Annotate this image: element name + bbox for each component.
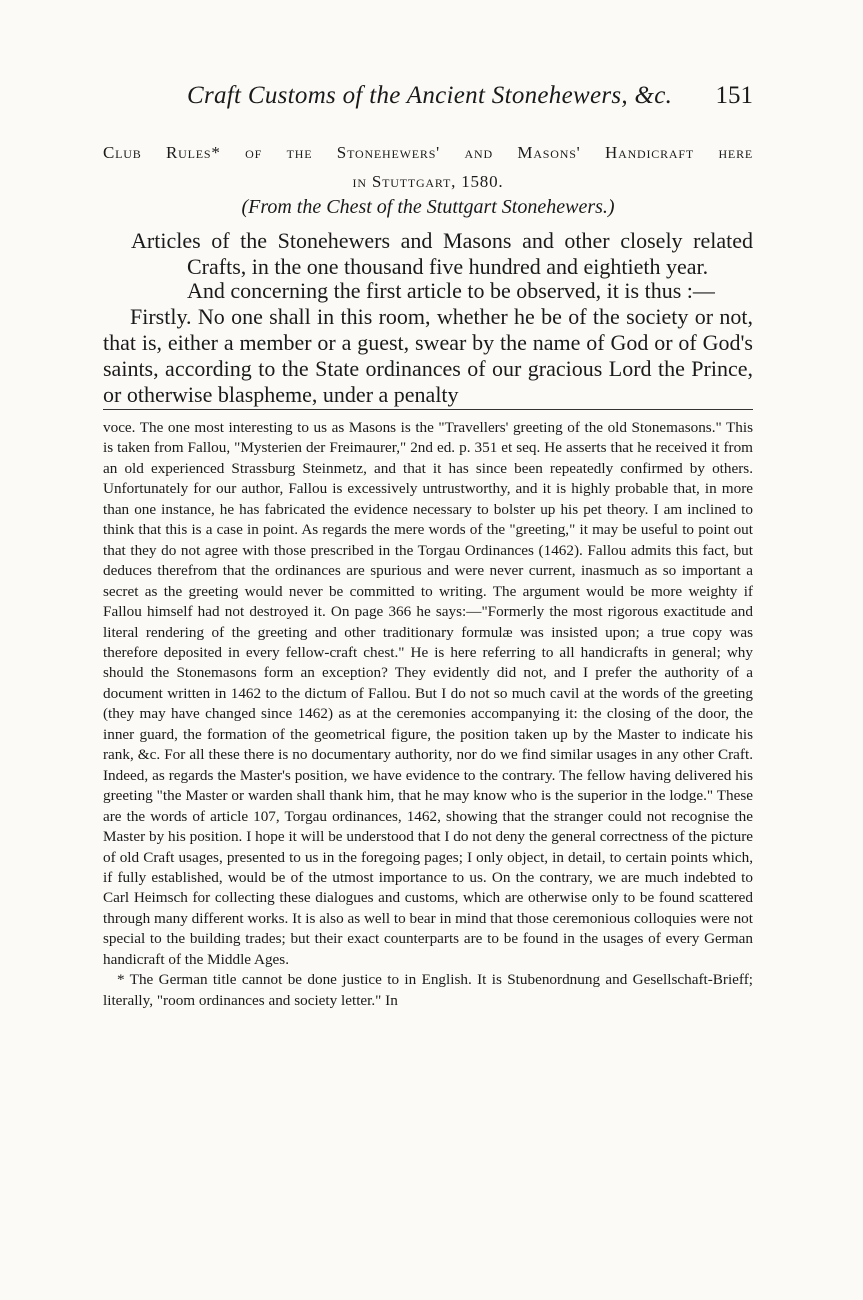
source-note: (From the Chest of the Stuttgart Stonehewers.): [241, 196, 615, 218]
page-number: 151: [715, 82, 753, 109]
articles-intro: [103, 228, 753, 280]
running-head: [103, 82, 753, 116]
footnotes: [103, 418, 753, 1011]
firstly-text: Firstly. No one shall in this room, whether he be of the society or not, that is, either a member or a guest, swear by the name of God or of God's saints, according to the State ordinances of our gracious Lord the Prince, or otherwise blaspheme, under a penalty: [103, 304, 753, 407]
concerning-paragraph: And concerning the first article to be observed, it is thus :—: [187, 278, 715, 303]
articles-intro-text: Articles of the Stonehewers and Masons and other closely related Crafts, in the one thousand five hundred and eightieth year.: [131, 228, 753, 279]
running-title: Craft Customs of the Ancient Stonehewers, &c.: [187, 82, 673, 109]
footnote-divider: [103, 409, 753, 410]
firstly-paragraph: [103, 304, 753, 408]
footnote-continuation: voce. The one most interesting to us as Masons is the "Travellers' greeting of the old Stonemasons." This is taken from Fallou, "Mysterien der Freimaurer," 2nd ed. p. 351 et seq. He asserts that he received it from an old experienced Strassburg Steinmetz, and that it has since been repeatedly confirmed by others. Unfortunately for our author, Fallou is excessively untrustworthy, and it is highly probable that, in more than one instance, he has fabricated the evidence necessary to bolster up his pet theory. I am inclined to think that this is a case in point. As regards the mere words of the "greeting," it may be useful to point out that they do not agree with those prescribed in the Torgau Ordinances (1462). Fallou admits this fact, but deduces therefrom that the ordinances are spurious and were never current, inasmuch as so important a secret as the greeting would never be committed to writing. The argument would be more weighty if Fallou himself had not destroyed it. On page 366 he says:—"Formerly the most rigorous exactitude and literal rendering of the greeting and other traditionary formulæ was insisted upon; a true copy was therefore deposited in every fellow-craft chest." He is here referring to all handicrafts in general; why should the Stonemasons form an exception? They evidently did not, and I prefer the authority of a document written in 1462 to the dictum of Fallou. But I do not so much cavil at the words of the greeting (they may have changed since 1462) as at the ceremonies accompanying it: the closing of the door, the inner guard, the formation of the geometrical figure, the position taken up by the Master to indicate his rank, &c. For all these there is no documentary authority, nor do we find similar usages in any other Craft. Indeed, as regards the Master's position, we have evidence to the contrary. The fellow having delivered his greeting "the Master or warden shall thank him, that he may know who is the superior in the lodge." These are the words of article 107, Torgau ordinances, 1462, showing that the stranger could not recognise the Master by his position. I hope it will be understood that I do not deny the general correctness of the picture of old Craft usages, presented to us in the foregoing pages; I only object, in detail, to certain points which, if fully established, would be of the utmost importance to us. On the contrary, we are much indebted to Carl Heimsch for collecting these dialogues and customs, which are otherwise only to be found scattered through many different works. It is also as well to bear in mind that those ceremonious colloquies were not special to the building trades; but their exact counterparts are to be found in the usages of every German handicraft of the Middle Ages.: [103, 419, 753, 968]
footnote-star: * The German title cannot be done justice to in English. It is Stubenordnung and Gesellschaft-Brieff; literally, "room ordinances and society letter." In: [103, 971, 753, 1009]
heading-line-1: Club Rules* of the Stonehewers' and Masons' Handicraft here: [103, 143, 753, 162]
section-heading: [103, 140, 753, 195]
heading-line-2: in Stuttgart, 1580.: [352, 172, 504, 191]
